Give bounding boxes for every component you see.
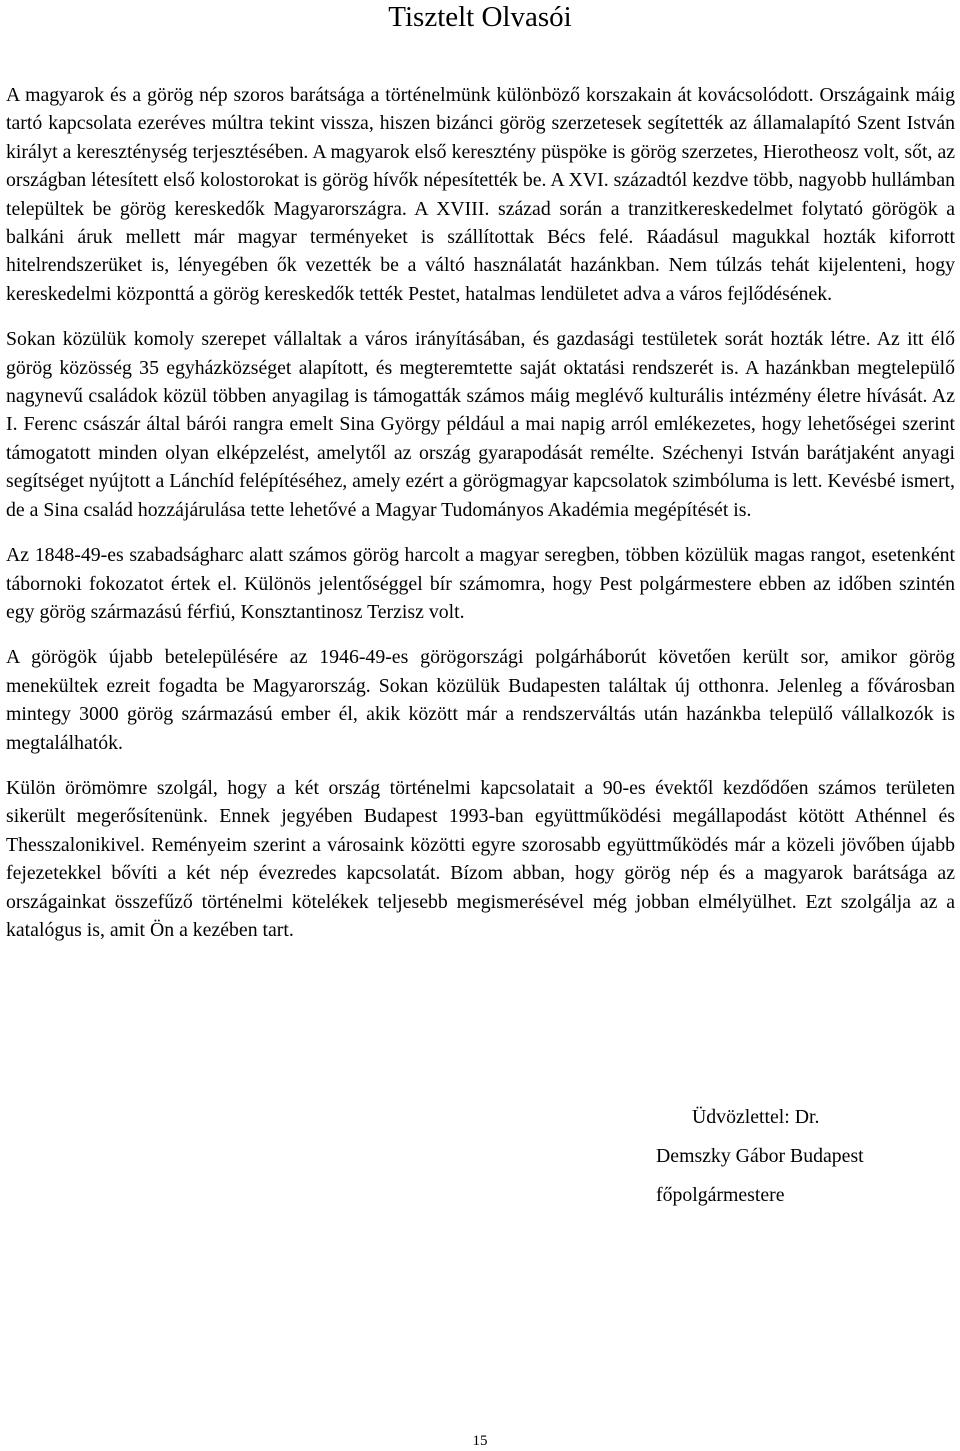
paragraph-greek-community-role: Sokan közülük komoly szerepet vállaltak a város irányításában, és gazdasági testületek sorát hozták létre. Az itt élő görög közösség 35 egyházközséget alapított, és megteremtette saját oktatási rendszerét is. A hazánkban megtelepülő nagynevű családok közül többen anyagilag is támogatták számos máig meglévő kulturális intézmény életre hívását. Az I. Ferenc császár által bárói rangra emelt Sina György például a mai napig arról emlékezetes, hogy lehetőségei szerint támogatott minden olyan elképzelést, amelytől az ország gyarapodását remélte. Széchenyi István barátjaként anyagi segítséget nyújtott a Lánchíd felépítéséhez, amely ezért a görögmagyar kapcsolatok szimbóluma is lett. Kevésbé ismert, de a Sina család hozzájárulása tette lehetővé a Magyar Tudományos Akadémia megépítését is. (6, 328, 955, 521)
page-number: 15 (472, 1433, 488, 1449)
paragraph-1848-revolution: Az 1848-49-es szabadságharc alatt számos görög harcolt a magyar seregben, többen közülük magas rangot, esetenként tábornoki fokozatot értek el. Különös jelentőséggel bír számomra, hogy Pest polgármestere ebben az időben szintén egy görög származású férfiú, Konsztantinosz Terzisz volt. (6, 544, 955, 623)
paragraph-city-partnership: Külön örömömre szolgál, hogy a két ország történelmi kapcsolatait a 90-es évektől kezdődően számos területen sikerült megerősítenünk. Ennek jegyében Budapest 1993-ban együttműködési megállapodást kötött Athénnel és Thesszalonikivel. Reményeim szerint a városaink közötti egyre szorosabb együttműködés már a közeli jövőben újabb fejezetekkel bővíti a két nép évezredes kapcsolatát. Bízom abban, hogy görög nép és a magyarok barátsága az országainkat összefűző történelmi kötelékek teljesebb megismerésével még jobban elmélyülhet. Ezt szolgálja az a katalógus is, amit Ön a kezében tart. (6, 776, 955, 941)
signature-greeting: Üdvözlettel: Dr. (692, 1106, 820, 1128)
signature-role: főpolgármestere (656, 1184, 785, 1206)
signature-name: Demszky Gábor Budapest (656, 1145, 864, 1167)
paragraph-greek-hungarian-history: A magyarok és a görög nép szoros barátsága a történelmünk különböző korszakain át kovácsolódott. Országaink máig tartó kapcsolata ezeréves múltra tekint vissza, hiszen bizánci görög szerzetesek segítették az államalapító Szent István királyt a kereszténység terjesztésében. A magyarok első keresztény püspöke is görög szerzetes, Hierotheosz volt, sőt, az országban létesített első kolostorokat is görög hívők népesítették be. A XVI. századtól kezdve több, nagyobb hullámban települtek be görög kereskedők Magyarországra. A XVIII. század során a tranzitkereskedelmet folytató görögök a balkáni áruk mellett már magyar terményeket is szállítottak Bécs felé. Ráadásul magukkal hozták kiforrott hitelrendszerüket is, lényegében ők vezették be a váltó használatát hazánkban. Nem túlzás tehát kijelenteni, hogy kereskedelmi központtá a görög kereskedők tették Pestet, hatalmas lendületet adva a város fejlődésének. (6, 84, 955, 305)
page-title: Tisztelt Olvasói (388, 1, 572, 33)
letter-body (6, 81, 955, 961)
signature-block (656, 1098, 864, 1215)
paragraph-civil-war-refugees: A görögök újabb betelepülésére az 1946-49-es görögországi polgárháborút követően került sor, amikor görög menekültek ezreit fogadta be Magyarország. Sokan közülük Budapesten találtak új otthonra. Jelenleg a fővárosban mintegy 3000 görög származású ember él, akik között már a rendszerváltás után hazánkba települő vállalkozók is megtalálhatók. (6, 646, 955, 754)
